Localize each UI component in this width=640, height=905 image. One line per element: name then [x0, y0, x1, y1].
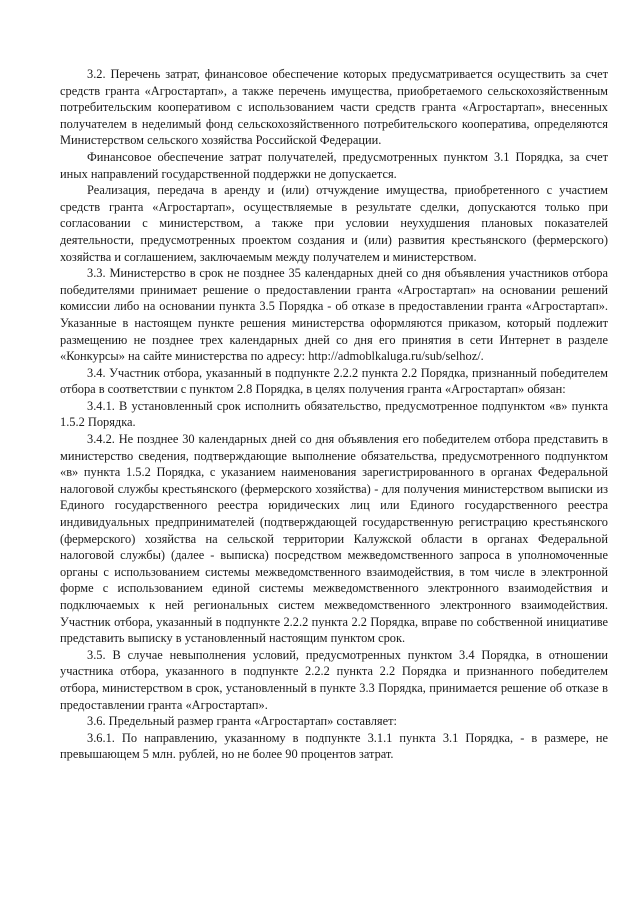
paragraph-3-4: 3.4. Участник отбора, указанный в подпункте 2.2.2 пункта 2.2 Порядка, признанный победителем отбора в соответствии с пунктом 2.8 Порядка, в целях получения гранта «Агростартап» обязан:	[60, 365, 608, 397]
paragraph-3-2: 3.2. Перечень затрат, финансовое обеспечение которых предусматривается осуществить за счет средств гранта «Агростартап», а также перечень имущества, приобретаемого сельскохозяйственным потребительским кооперативом с использованием части средств гранта «Агростартап», внесенных получателем в неделимый фонд сельскохозяйственного потребительского кооператива, определяются Министерством сельского хозяйства Российской Федерации.	[60, 67, 608, 148]
paragraph-financing: Финансовое обеспечение затрат получателей, предусмотренных пунктом 3.1 Порядка, за счет иных направлений государственной поддержки не допускается.	[60, 149, 608, 181]
paragraph-3-6: 3.6. Предельный размер гранта «Агростартап» составляет:	[87, 714, 397, 729]
paragraph-3-4-2: 3.4.2. Не позднее 30 календарных дней со дня объявления его победителем отбора представить в министерство сведения, подтверждающие выполнение обязательства, предусмотренного подпунктом «в» пункта 1.5.2 Порядка, с указанием наименования зарегистрированного в органах Федеральной налоговой службы крестьянского (фермерского хозяйства) - для получения министерством выписки из Единого государственного реестра юридических лиц или Единого государственного реестра индивидуальных предпринимателей (подтверждающей государственную регистрацию крестьянского (фермерского) хозяйства на сельской территории Калужской области в органах Федеральной налоговой службы) (далее - выписка) посредством межведомственного запроса в уполномоченные органы с использованием системы межведомственного взаимодействия, в том числе в электронной форме с использованием единой системы межведомственного электронного взаимодействия и подключаемых к ней региональных систем межведомственного электронного взаимодействия. Участник отбора, указанный в подпункте 2.2.2 пункта 2.2 Порядка, вправе по собственной инициативе представить выписку в установленный настоящим пунктом срок.	[60, 432, 608, 646]
paragraph-property-transfer: Реализация, передача в аренду и (или) отчуждение имущества, приобретенного с участием средств гранта «Агростартап», осуществляемые в результате сделки, допускаются только при согласовании с министерством, а также при условии неухудшения плановых показателей деятельности, предусмотренных проектом создания и (или) развития крестьянского (фермерского) хозяйства и соглашением, заключаемым между получателем и министерством.	[60, 183, 608, 264]
paragraph-3-6-1: 3.6.1. По направлению, указанному в подпункте 3.1.1 пункта 3.1 Порядка, - в размере, не превышающем 5 млн. рублей, но не более 90 процентов затрат.	[60, 730, 608, 762]
paragraph-3-4-1: 3.4.1. В установленный срок исполнить обязательство, предусмотренное подпунктом «в» пункта 1.5.2 Порядка.	[60, 398, 608, 430]
paragraph-3-3: 3.3. Министерство в срок не позднее 35 календарных дней со дня объявления участников отбора победителями принимает решение о предоставлении гранта «Агростартап» на основании решений комиссии либо на основании пункта 3.5 Порядка - об отказе в предоставлении гранта «Агростартап». Указанные в настоящем пункте решения министерства оформляются приказом, который подлежит размещению не позднее трех календарных дней со дня его принятия в сети Интернет в разделе «Конкурсы» на сайте министерства по адресу: http://admoblkaluga.ru/sub/selhoz/.	[60, 266, 608, 364]
paragraph-3-5: 3.5. В случае невыполнения условий, предусмотренных пунктом 3.4 Порядка, в отношении участника отбора, указанного в подпункте 2.2.2 пункта 2.2 Порядка и признанного победителем отбора, министерством в срок, установленный в пункте 3.3 Порядка, принимается решение об отказе в предоставлении гранта «Агростартап».	[60, 647, 608, 712]
